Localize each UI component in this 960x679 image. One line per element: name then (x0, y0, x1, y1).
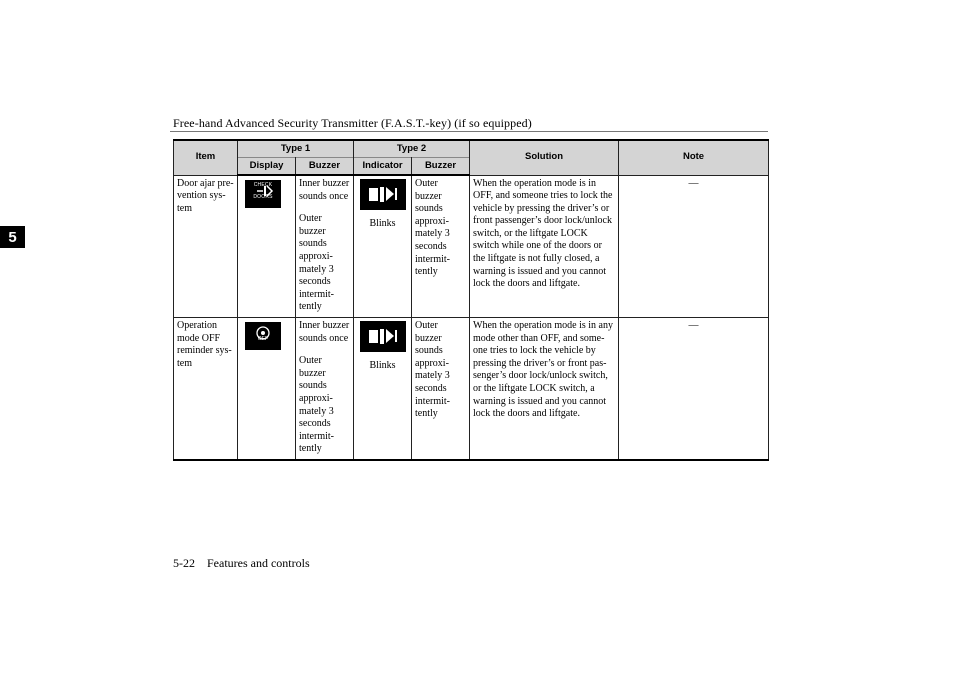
header-item: Item (174, 140, 238, 175)
buzzer-inner-text: Inner buzzer sounds once (299, 178, 350, 202)
buzzer-type1-cell (296, 317, 354, 459)
header-buzzer-type2: Buzzer (412, 158, 470, 176)
vehicle-door-indicator-icon (360, 179, 406, 210)
display-cell (238, 317, 296, 459)
warning-table (173, 139, 769, 461)
page-footer (173, 556, 310, 571)
icon-text: CHECK DOORS (253, 181, 273, 201)
header-solution: Solution (470, 140, 619, 175)
chapter-tab: 5 (0, 226, 25, 248)
header-type2: Type 2 (354, 140, 470, 158)
header-display: Display (238, 158, 296, 176)
indicator-cell (354, 175, 412, 317)
table-row (174, 317, 769, 459)
header-buzzer-type1: Buzzer (296, 158, 354, 176)
header-rule (170, 131, 768, 132)
running-header: Free-hand Advanced Security Transmitter (F.A.S.T.-key) (if so equipped) (173, 116, 532, 130)
display-cell (238, 175, 296, 317)
buzzer-outer-text: Outer buzzer sounds approxi-mately 3 seconds intermit-tently (299, 213, 334, 313)
check-doors-icon (245, 180, 281, 208)
header-note: Note (619, 140, 769, 175)
page-number: 5-22 (173, 556, 195, 570)
note-cell: — (619, 317, 769, 459)
buzzer-type2-cell: Outer buzzer sounds approxi-mately 3 seconds intermit-tently (412, 175, 470, 317)
buzzer-type2-cell: Outer buzzer sounds approxi-mately 3 seconds intermit-tently (412, 317, 470, 459)
item-cell: Door ajar pre-vention sys-tem (174, 175, 238, 317)
vehicle-door-indicator-icon (360, 321, 406, 352)
icon-text: OFF (257, 336, 269, 343)
section-name: Features and controls (207, 556, 310, 570)
buzzer-type1-cell (296, 175, 354, 317)
indicator-text: Blinks (369, 359, 396, 371)
indicator-cell (354, 317, 412, 459)
buzzer-inner-text: Inner buzzer sounds once (299, 319, 350, 344)
solution-cell: When the operation mode is in OFF, and someone tries to lock the vehicle by pressing the driver’s or front passenger’s door lock/unlock switch, or the liftgate LOCK switch while one of the doors or the liftgate is not fully closed, a warning is issued and you cannot lock the doors and liftgate. (470, 175, 619, 317)
operation-mode-off-icon (245, 322, 281, 350)
table-row (174, 175, 769, 317)
header-type1: Type 1 (238, 140, 354, 158)
solution-cell: When the operation mode is in any mode other than OFF, and some-one tries to lock the vehicle by pressing the driver’s or front pas-senger’s door lock/unlock switch, or the liftgate LOCK switch, a warning is issued and you cannot lock the doors and liftgate. (470, 317, 619, 459)
indicator-text: Blinks (369, 218, 396, 229)
item-cell: Operation mode OFF reminder sys-tem (174, 317, 238, 459)
note-cell: — (619, 175, 769, 317)
header-indicator: Indicator (354, 158, 412, 176)
buzzer-outer-text: Outer buzzer sounds approxi-mately 3 seconds intermit-tently (299, 355, 334, 455)
